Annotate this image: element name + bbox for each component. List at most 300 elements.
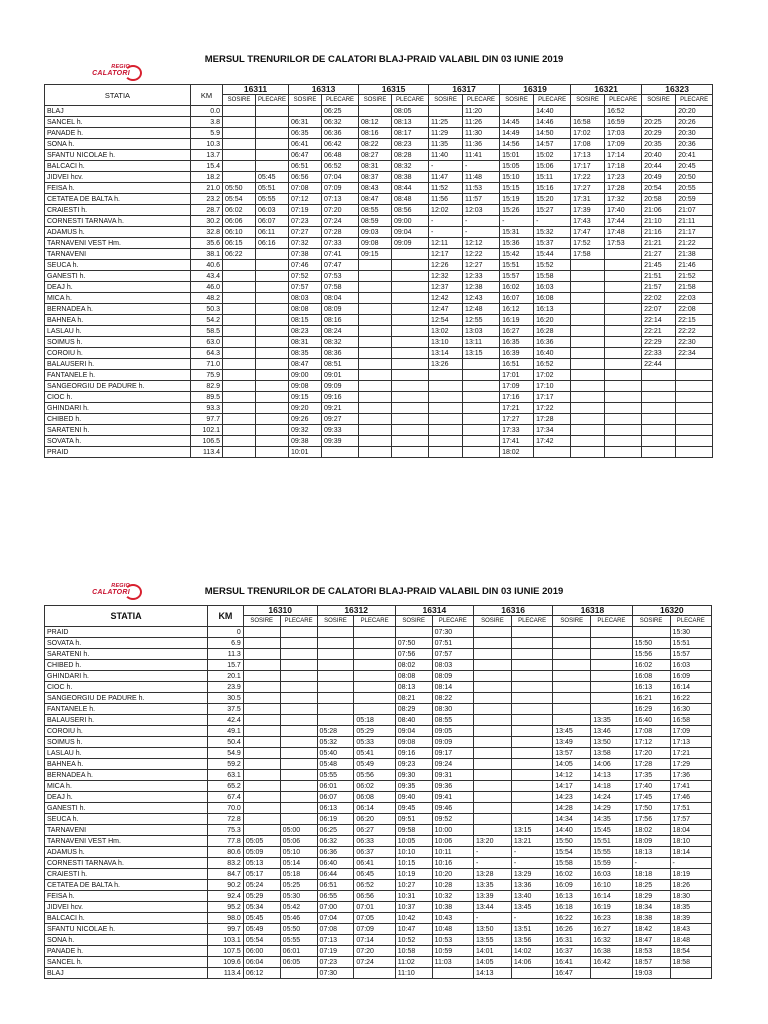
arrival-time: 10:19	[395, 869, 432, 880]
departure-time: 16:03	[534, 282, 571, 293]
km-value: 30.2	[191, 216, 223, 227]
arrival-time: 06:01	[317, 781, 354, 792]
departure-time: 14:06	[511, 957, 552, 968]
train-number: 16320	[632, 606, 711, 616]
departure-time: 09:39	[322, 436, 359, 447]
station-row	[45, 737, 712, 748]
departure-time	[256, 304, 289, 315]
arrival-time	[317, 715, 354, 726]
departure-time: 17:53	[605, 238, 642, 249]
departure-time: 06:14	[354, 803, 395, 814]
arrival-time: 09:15	[359, 249, 392, 260]
departure-time: 09:31	[432, 770, 473, 781]
arrival-time	[243, 825, 280, 836]
departure-time: 16:14	[670, 682, 711, 693]
arrival-time: 13:55	[473, 935, 511, 946]
train-number: 16313	[289, 85, 359, 95]
station-name: GANESTI h.	[45, 271, 191, 282]
arrival-time: 09:20	[289, 403, 322, 414]
arrival-label: SOSIRE	[223, 95, 256, 106]
departure-time: 14:06	[591, 759, 632, 770]
arrival-time: 06:10	[223, 227, 256, 238]
departure-time: 08:55	[432, 715, 473, 726]
arrival-time: 09:32	[289, 425, 322, 436]
arrival-time	[359, 425, 392, 436]
arrival-time	[243, 792, 280, 803]
arrival-time: 10:05	[395, 836, 432, 847]
departure-time	[605, 293, 642, 304]
km-header: KM	[208, 606, 244, 627]
station-name: SARATENI h.	[45, 425, 191, 436]
station-row	[45, 348, 713, 359]
departure-time: 17:22	[534, 403, 571, 414]
arrival-time	[553, 627, 591, 638]
departure-time: 17:21	[670, 748, 711, 759]
arrival-time	[473, 737, 511, 748]
departure-time	[432, 968, 473, 979]
station-name: BAHNEA h.	[45, 315, 191, 326]
km-value: 23.9	[208, 682, 244, 693]
departure-time: 17:28	[534, 414, 571, 425]
train-number: 16310	[243, 606, 317, 616]
arrival-time: 07:30	[317, 968, 354, 979]
arrival-label: SOSIRE	[473, 616, 511, 627]
km-value: 63.1	[208, 770, 244, 781]
arrival-time: 09:45	[395, 803, 432, 814]
arrival-time	[359, 381, 392, 392]
arrival-time: 08:47	[289, 359, 322, 370]
km-value: 84.7	[208, 869, 244, 880]
departure-time: 06:41	[354, 858, 395, 869]
arrival-time: 12:26	[429, 260, 463, 271]
departure-time: 14:29	[591, 803, 632, 814]
train-number: 16318	[553, 606, 632, 616]
arrival-time	[289, 106, 322, 117]
arrival-time: 16:19	[500, 315, 534, 326]
departure-time: 06:03	[256, 205, 289, 216]
departure-time: 07:51	[432, 638, 473, 649]
station-name: SONA h.	[45, 139, 191, 150]
arrival-time	[317, 693, 354, 704]
arrival-time: 17:47	[571, 227, 605, 238]
arrival-time: 17:08	[571, 139, 605, 150]
arrival-time	[317, 638, 354, 649]
departure-time: 16:13	[534, 304, 571, 315]
arrival-time: 08:43	[359, 183, 392, 194]
departure-time: 07:53	[322, 271, 359, 282]
departure-time: 11:20	[463, 106, 500, 117]
arrival-time: 22:07	[642, 304, 676, 315]
arrival-time	[359, 304, 392, 315]
arrival-time	[473, 748, 511, 759]
arrival-time	[473, 781, 511, 792]
departure-time	[280, 682, 317, 693]
arrival-time: 09:51	[395, 814, 432, 825]
departure-time: 17:40	[605, 205, 642, 216]
departure-time: 15:16	[534, 183, 571, 194]
arrival-time: 16:58	[571, 117, 605, 128]
station-name: TARNAVENI VEST Hm.	[45, 836, 208, 847]
km-value: 65.2	[208, 781, 244, 792]
departure-time: 20:50	[676, 172, 713, 183]
km-value: 32.8	[191, 227, 223, 238]
departure-time	[392, 348, 429, 359]
departure-time: 13:21	[511, 836, 552, 847]
departure-time	[670, 968, 711, 979]
departure-time: 10:43	[432, 913, 473, 924]
departure-time: 05:30	[280, 891, 317, 902]
departure-time: 08:38	[392, 172, 429, 183]
arrival-time: 18:09	[632, 836, 670, 847]
departure-time	[256, 161, 289, 172]
arrival-time	[571, 106, 605, 117]
station-row	[45, 447, 713, 458]
arrival-time: 06:31	[289, 117, 322, 128]
arrival-time	[243, 693, 280, 704]
station-name: DEAJ h.	[45, 282, 191, 293]
departure-time: 05:50	[280, 924, 317, 935]
arrival-time	[359, 271, 392, 282]
station-name: CIOC h.	[45, 682, 208, 693]
station-name: TARNAVENI VEST Hm.	[45, 238, 191, 249]
departure-time	[511, 638, 552, 649]
station-name: TARNAVENI	[45, 825, 208, 836]
departure-time	[392, 414, 429, 425]
arrival-time: 07:19	[289, 205, 322, 216]
departure-time: 07:24	[354, 957, 395, 968]
departure-time: 13:15	[511, 825, 552, 836]
departure-time: 20:45	[676, 161, 713, 172]
arrival-time	[359, 315, 392, 326]
arrival-time: 07:32	[289, 238, 322, 249]
station-row	[45, 836, 712, 847]
departure-time: 17:32	[605, 194, 642, 205]
arrival-time: 13:44	[473, 902, 511, 913]
arrival-time: 08:40	[395, 715, 432, 726]
km-value: 46.0	[191, 282, 223, 293]
arrival-time: 06:07	[317, 792, 354, 803]
km-header: KM	[191, 85, 223, 106]
arrival-time	[429, 425, 463, 436]
station-name: FEISA h.	[45, 891, 208, 902]
arrival-time	[359, 106, 392, 117]
arrival-time: 16:31	[553, 935, 591, 946]
departure-label: PLECARE	[591, 616, 632, 627]
arrival-time	[223, 304, 256, 315]
departure-time	[280, 627, 317, 638]
departure-time: 08:13	[392, 117, 429, 128]
departure-time: 08:17	[392, 128, 429, 139]
station-row	[45, 216, 713, 227]
km-value: 97.7	[191, 414, 223, 425]
arrival-time	[429, 392, 463, 403]
departure-time: 09:27	[322, 414, 359, 425]
departure-time: 13:15	[463, 348, 500, 359]
departure-label: PLECARE	[322, 95, 359, 106]
arrival-time: 07:27	[289, 227, 322, 238]
departure-time: 08:05	[392, 106, 429, 117]
departure-time: 15:57	[670, 649, 711, 660]
km-value: 75.3	[208, 825, 244, 836]
departure-time: 22:03	[676, 293, 713, 304]
arrival-time: 15:26	[500, 205, 534, 216]
arrival-time: 07:04	[317, 913, 354, 924]
train-number: 16312	[317, 606, 395, 616]
station-row	[45, 858, 712, 869]
departure-time	[280, 792, 317, 803]
arrival-time: 16:21	[632, 693, 670, 704]
departure-time: 05:00	[280, 825, 317, 836]
departure-time	[256, 128, 289, 139]
departure-time: 07:05	[354, 913, 395, 924]
departure-time: 21:22	[676, 238, 713, 249]
departure-label: PLECARE	[280, 616, 317, 627]
station-name: PANADE h.	[45, 128, 191, 139]
arrival-time: 09:26	[289, 414, 322, 425]
km-value: 58.5	[191, 326, 223, 337]
arrival-time	[359, 260, 392, 271]
station-row	[45, 106, 713, 117]
departure-time: 21:38	[676, 249, 713, 260]
departure-time: 16:10	[591, 880, 632, 891]
km-value: 28.7	[191, 205, 223, 216]
km-value: 72.8	[208, 814, 244, 825]
departure-time: 14:50	[534, 128, 571, 139]
arrival-time: 06:36	[317, 847, 354, 858]
arrival-time	[571, 425, 605, 436]
arrival-time: 17:58	[571, 249, 605, 260]
station-row	[45, 814, 712, 825]
logo-text-bottom: CALATORI	[92, 70, 130, 77]
departure-time: 15:37	[534, 238, 571, 249]
station-row	[45, 205, 713, 216]
arrival-time: 06:06	[223, 216, 256, 227]
km-value: 43.4	[191, 271, 223, 282]
station-name: ADAMUS h.	[45, 847, 208, 858]
arrival-time	[571, 326, 605, 337]
arrival-time: 07:38	[289, 249, 322, 260]
arrival-time: 15:56	[632, 649, 670, 660]
departure-time	[591, 682, 632, 693]
arrival-time	[359, 348, 392, 359]
arrival-time	[642, 381, 676, 392]
arrival-time: 15:31	[500, 227, 534, 238]
departure-time: 08:24	[322, 326, 359, 337]
arrival-time: 09:03	[359, 227, 392, 238]
departure-time: 09:33	[322, 425, 359, 436]
arrival-time: 18:18	[632, 869, 670, 880]
arrival-time	[243, 737, 280, 748]
arrival-time: 06:13	[317, 803, 354, 814]
departure-time: 08:28	[392, 150, 429, 161]
arrival-time	[473, 825, 511, 836]
departure-time	[511, 748, 552, 759]
arrival-time: 17:13	[571, 150, 605, 161]
departure-time: 16:38	[591, 946, 632, 957]
km-value: 37.5	[208, 704, 244, 715]
departure-time: 13:03	[463, 326, 500, 337]
arrival-time	[243, 660, 280, 671]
departure-time	[511, 627, 552, 638]
arrival-label: SOSIRE	[395, 616, 432, 627]
arrival-time: 16:37	[553, 946, 591, 957]
arrival-time: 20:58	[642, 194, 676, 205]
arrival-time	[553, 638, 591, 649]
arrival-time: 05:05	[243, 836, 280, 847]
arrival-time: 17:20	[632, 748, 670, 759]
arrival-time: 17:27	[571, 183, 605, 194]
arrival-time	[317, 627, 354, 638]
km-value: 113.4	[191, 447, 223, 458]
departure-time: 15:27	[534, 205, 571, 216]
station-row	[45, 968, 712, 979]
arrival-time: 14:12	[553, 770, 591, 781]
departure-time: 07:47	[322, 260, 359, 271]
station-name: BALAUSERI h.	[45, 715, 208, 726]
arrival-time: 18:02	[632, 825, 670, 836]
arrival-time: 17:39	[571, 205, 605, 216]
departure-label: PLECARE	[463, 95, 500, 106]
arrival-time: 13:49	[553, 737, 591, 748]
station-name: LASLAU h.	[45, 748, 208, 759]
arrival-time: 17:22	[571, 172, 605, 183]
departure-time: 10:32	[432, 891, 473, 902]
station-row	[45, 649, 712, 660]
departure-time	[591, 638, 632, 649]
arrival-time: 15:54	[553, 847, 591, 858]
departure-time: 07:01	[354, 902, 395, 913]
arrival-time: 10:58	[395, 946, 432, 957]
arrival-time	[553, 715, 591, 726]
departure-time: 22:08	[676, 304, 713, 315]
arrival-time: 16:27	[500, 326, 534, 337]
arrival-time: 15:10	[500, 172, 534, 183]
departure-time	[280, 704, 317, 715]
departure-time: 12:33	[463, 271, 500, 282]
arrival-time: 07:23	[317, 957, 354, 968]
departure-time: 06:20	[354, 814, 395, 825]
departure-time: 09:00	[392, 216, 429, 227]
station-name: CETATEA DE BALTA h.	[45, 194, 191, 205]
arrival-time: 16:35	[500, 337, 534, 348]
departure-time: 21:58	[676, 282, 713, 293]
arrival-time	[223, 161, 256, 172]
arrival-time: 10:27	[395, 880, 432, 891]
departure-time	[392, 425, 429, 436]
arrival-time: 15:51	[500, 260, 534, 271]
arrival-time: 09:08	[395, 737, 432, 748]
departure-time: 13:50	[591, 737, 632, 748]
km-value: 38.1	[191, 249, 223, 260]
km-value: 10.3	[191, 139, 223, 150]
station-name: CRAIESTI h.	[45, 205, 191, 216]
arrival-time	[642, 414, 676, 425]
arrival-time: -	[473, 847, 511, 858]
departure-time: 13:11	[463, 337, 500, 348]
arrival-time: 22:29	[642, 337, 676, 348]
arrival-time: 22:33	[642, 348, 676, 359]
departure-time: 05:49	[354, 759, 395, 770]
km-value: 71.0	[191, 359, 223, 370]
departure-time	[591, 968, 632, 979]
departure-time	[463, 359, 500, 370]
departure-time: 06:42	[322, 139, 359, 150]
arrival-time	[243, 770, 280, 781]
arrival-time: 17:52	[571, 238, 605, 249]
station-name: CIOC h.	[45, 392, 191, 403]
departure-time: 21:17	[676, 227, 713, 238]
station-row	[45, 304, 713, 315]
arrival-time: 10:42	[395, 913, 432, 924]
departure-time: 21:46	[676, 260, 713, 271]
arrival-time: 06:02	[223, 205, 256, 216]
arrival-time: 08:23	[289, 326, 322, 337]
arrival-time: 08:22	[359, 139, 392, 150]
departure-time: 06:45	[354, 869, 395, 880]
timetable-title: MERSUL TRENURILOR DE CALATORI BLAJ-PRAID VALABIL DIN 03 IUNIE 2019	[204, 54, 564, 65]
station-name: LASLAU h.	[45, 326, 191, 337]
arrival-time: 05:13	[243, 858, 280, 869]
arrival-label: SOSIRE	[632, 616, 670, 627]
station-name: GANESTI h.	[45, 803, 208, 814]
station-name: COROIU h.	[45, 348, 191, 359]
departure-time	[511, 649, 552, 660]
arrival-time: 17:40	[632, 781, 670, 792]
departure-time: 15:02	[534, 150, 571, 161]
departure-time: 12:43	[463, 293, 500, 304]
departure-time: 05:55	[256, 194, 289, 205]
departure-time	[511, 715, 552, 726]
departure-time: 08:09	[322, 304, 359, 315]
departure-time: 07:20	[354, 946, 395, 957]
departure-time: 14:02	[511, 946, 552, 957]
arrival-time: 15:36	[500, 238, 534, 249]
km-value: 42.4	[208, 715, 244, 726]
departure-time: 13:56	[511, 935, 552, 946]
departure-time: 09:21	[322, 403, 359, 414]
arrival-time: 08:13	[395, 682, 432, 693]
departure-time	[511, 682, 552, 693]
station-name: COROIU h.	[45, 726, 208, 737]
arrival-time: 10:10	[395, 847, 432, 858]
departure-time: -	[463, 216, 500, 227]
departure-time	[392, 447, 429, 458]
arrival-time	[223, 326, 256, 337]
arrival-time	[317, 682, 354, 693]
km-value: 80.6	[208, 847, 244, 858]
departure-time: 09:17	[432, 748, 473, 759]
departure-time: 05:42	[280, 902, 317, 913]
station-name: CRAIESTI h.	[45, 869, 208, 880]
station-row	[45, 392, 713, 403]
station-name: SANGEORGIU DE PADURE h.	[45, 381, 191, 392]
arrival-time: 11:25	[429, 117, 463, 128]
arrival-time	[571, 315, 605, 326]
departure-time	[676, 403, 713, 414]
arrival-time	[642, 447, 676, 458]
arrival-time: 05:24	[243, 880, 280, 891]
arrival-time: 06:44	[317, 869, 354, 880]
arrival-time: 13:35	[473, 880, 511, 891]
station-name: BALAUSERI h.	[45, 359, 191, 370]
arrival-time: 08:16	[359, 128, 392, 139]
km-value: 0	[208, 627, 244, 638]
arrival-time: 20:35	[642, 139, 676, 150]
station-row	[45, 660, 712, 671]
arrival-time	[317, 660, 354, 671]
arrival-time: 15:50	[553, 836, 591, 847]
arrival-time: 17:31	[571, 194, 605, 205]
